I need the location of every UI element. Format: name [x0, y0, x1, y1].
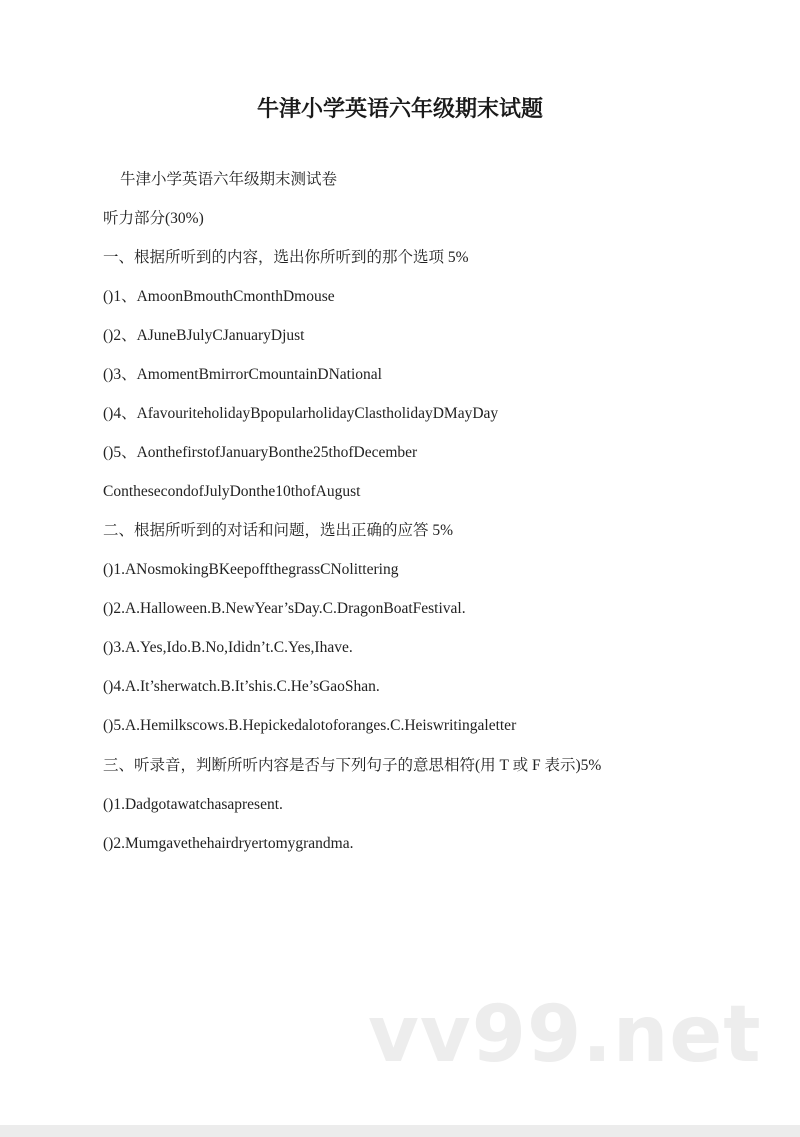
question-item: ()3、AmomentBmirrorCmountainDNational — [103, 366, 382, 383]
question-item: ()5、AonthefirstofJanuaryBonthe25thofDecember — [103, 444, 418, 461]
question-item: ()2、AJuneBJulyCJanuaryDjust — [103, 327, 305, 344]
document-title: 牛津小学英语六年级期末试题 — [256, 97, 543, 122]
watermark: vv99.net — [368, 990, 762, 1080]
question-item: ()1.Dadgotawatchasapresent. — [103, 796, 283, 813]
question-item: ()2.A.Halloween.B.NewYear’sDay.C.DragonBoatFestival. — [103, 600, 466, 617]
question-item: ()4.A.It’sherwatch.B.It’shis.C.He’sGaoShan. — [103, 678, 380, 695]
question-heading: 三、听录音，判断所听内容是否与下列句子的意思相符(用 T 或 F 表示)5% — [103, 757, 602, 774]
question-item: ()1、AmoonBmouthCmonthDmouse — [103, 288, 335, 305]
subtitle: 牛津小学英语六年级期末测试卷 — [120, 171, 338, 188]
question-item: ()5.A.Hemilkscows.B.Hepickedalotoforanges.C.Heiswritingaletter — [103, 717, 517, 734]
section-heading: 听力部分(30%) — [103, 210, 204, 227]
question-item: ()1.ANosmokingBKeepoffthegrassCNolittering — [103, 561, 399, 578]
question-item-continued: ConthesecondofJulyDonthe10thofAugust — [103, 483, 361, 500]
question-heading: 一、根据所听到的内容，选出你所听到的那个选项 5% — [103, 249, 469, 266]
question-item: ()4、AfavouriteholidayBpopularholidayClastholidayDMayDay — [103, 405, 499, 422]
question-heading: 二、根据所听到的对话和问题，选出正确的应答 5% — [103, 522, 454, 539]
question-item: ()2.Mumgavethehairdryertomygrandma. — [103, 835, 354, 852]
question-item: ()3.A.Yes,Ido.B.No,Ididn’t.C.Yes,Ihave. — [103, 639, 353, 656]
